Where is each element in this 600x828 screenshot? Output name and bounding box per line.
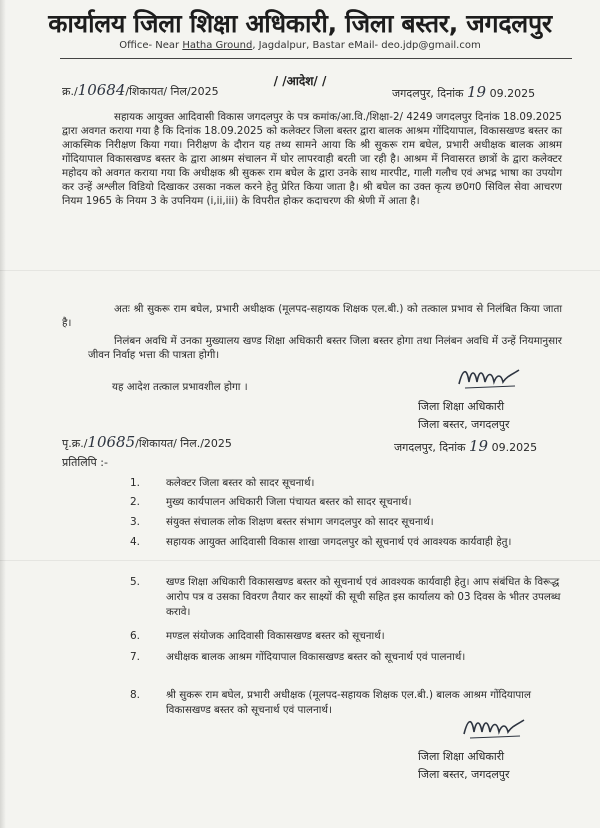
copy-item-text: संयुक्त संचालक लोक शिक्षण बस्तर संभाग जगदलपुर को सादर सूचनार्थ। <box>166 516 434 528</box>
copy-item-text: खण्ड शिक्षा अधिकारी विकासखण्ड बस्तर को सूचनार्थ एवं आवश्यक कार्यवाही हेतु। आप संबंधित के विरूद्ध आरोप पत्र व उसका विवरण तैयार कर साक्ष्यों की सूची सहित इस कार्यालय को 03 दिवस के भीतर उपलब्ध करावे। <box>166 576 561 618</box>
copy-ref-prefix: पृ.क्र./ <box>62 437 88 450</box>
order-ref-prefix: क्र./ <box>62 85 78 98</box>
copy-item-text: कलेक्टर जिला बस्तर को सादर सूचनार्थ। <box>166 477 315 489</box>
copy-date-prefix: जगदलपुर, दिनांक <box>394 441 466 454</box>
order-date-rest: 09.2025 <box>489 87 536 100</box>
order-heading: / /आदेश/ / <box>273 74 327 88</box>
copy-signatory-title: जिला शिक्षा अधिकारी <box>418 750 505 763</box>
order-paragraph-2: अतः श्री सुकरू राम बघेल, प्रभारी अधीक्षक (मूलपद-सहायक शिक्षक एल.बी.) को तत्काल प्रभाव से निलंबित किया जाता है। <box>62 303 562 329</box>
copy-date-rest: 09.2025 <box>491 441 538 454</box>
copy-item-number: 4. <box>130 536 141 548</box>
header-rule <box>60 58 572 59</box>
copy-item-text: अधीक्षक बालक आश्रम गोंदियापाल विकासखण्ड बस्तर को सूचनार्थ एवं पालनार्थ। <box>166 651 466 663</box>
order-signatory-title: जिला शिक्षा अधिकारी <box>418 400 505 413</box>
order-paragraph-1: सहायक आयुक्त आदिवासी विकास जगदलपुर के पत्र कमांक/आ.वि./शिक्षा-2/ 4249 जगदलपुर दिनांक 18.09.2025 द्वारा अवगत कराया गया है कि दिनांक 18.09.2025 को कलेक्टर जिला बस्तर द्वारा बालक आश्रम गोंदियापाल, विकासखण्ड बस्तर का आकस्मिक निरीक्षण किया गया। निरीक्षण के दौरान यह तथ्य सामने आया कि श्री सुकरू राम बघेल, प्रभारी अधीक्षक बालक आश्रम गोंदियापाल विकासखण्ड बस्तर के द्वारा आश्रम संचालन में घोर लापरवाही बरती जा रही है। आश्रम में निवासरत छात्रों के द्वारा कलेक्टर महोदय को अवगत कराया गया कि अधीक्षक श्री सुकरू राम बघेल के द्वारा उनके साथ मारपीट, गाली गलौच एवं अभद्र भाषा का उपयोग कर उन्हें अश्लील विडियो दिखाकर उसका नकल करने हेतु प्रेरित किया जाता है। श्री बघेल का उक्त कृत्य छ0ग0 सिविल सेवा आचरण नियम 1965 के नियम 3 के उपनियम (i,ii,iii) के विपरीत होकर कदाचरण की श्रेणी में आता है। <box>62 111 562 207</box>
copy-item-number: 8. <box>130 689 141 701</box>
address-prefix: Office- Near <box>119 40 183 51</box>
order-date-prefix: जगदलपुर, दिनांक <box>392 87 464 100</box>
order-paragraph-3: निलंबन अवधि में उनका मुख्यालय खण्ड शिक्षा अधिकारी बस्तर जिला बस्तर होगा तथा निलंबन अवधि में उन्हें नियमानुसार जीवन निर्वाह भत्ता की पात्रता होगी। <box>88 335 562 361</box>
order-reference <box>62 81 219 99</box>
fold-line <box>0 270 600 271</box>
order-ref-suffix: /शिकायत/ निल/2025 <box>125 85 219 98</box>
copy-item-number: 1. <box>130 477 141 489</box>
copy-item-text: सहायक आयुक्त आदिवासी विकास शाखा जगदलपुर को सूचनार्थ एवं आवश्यक कार्यवाही हेतु। <box>166 536 512 548</box>
copy-item-number: 3. <box>130 516 141 528</box>
letterhead-title: कार्यालय जिला शिक्षा अधिकारी, जिला बस्तर, जगदलपुर <box>48 9 552 38</box>
copy-date-day: 19 <box>469 437 489 455</box>
copy-signatory-office: जिला बस्तर, जगदलपुर <box>418 768 510 781</box>
copy-item-text: श्री सुकरू राम बघेल, प्रभारी अधीक्षक (मूलपद-सहायक शिक्षक एल.बी.) बालक आश्रम गोंदियापाल विकासखण्ड बस्तर को सूचनार्थ एवं पालनार्थ। <box>166 689 531 716</box>
letterhead-address <box>0 40 600 51</box>
copy-item-text: मण्डल संयोजक आदिवासी विकासखण्ड बस्तर को सूचनार्थ। <box>166 630 385 642</box>
fold-line <box>0 560 600 561</box>
signature-scribble <box>455 362 525 394</box>
order-signatory-office: जिला बस्तर, जगदलपुर <box>418 418 510 431</box>
order-date <box>392 83 536 101</box>
copy-date <box>394 437 538 455</box>
order-paragraph-4: यह आदेश तत्काल प्रभावशील होगा । <box>112 381 248 393</box>
signature-scribble <box>460 712 530 744</box>
copy-item-number: 6. <box>130 630 141 642</box>
order-ref-number: 10684 <box>77 81 126 99</box>
copy-item-number: 5. <box>130 576 141 588</box>
page-edge-shadow <box>0 0 6 828</box>
address-place: Hatha Ground <box>182 40 253 51</box>
copy-heading: प्रतिलिपि :- <box>62 456 108 469</box>
copy-item-number: 2. <box>130 496 141 508</box>
address-suffix: , Jagdalpur, Bastar eMail- deo.jdp@gmail.com <box>252 40 481 51</box>
copy-item-number: 7. <box>130 651 141 663</box>
copy-reference <box>62 433 232 451</box>
order-date-day: 19 <box>467 83 487 101</box>
copy-ref-number: 10685 <box>87 433 136 451</box>
copy-ref-suffix: /शिकायत/ निल./2025 <box>135 437 232 450</box>
copy-item-text: मुख्य कार्यपालन अधिकारी जिला पंचायत बस्तर को सादर सूचनार्थ। <box>166 496 412 508</box>
